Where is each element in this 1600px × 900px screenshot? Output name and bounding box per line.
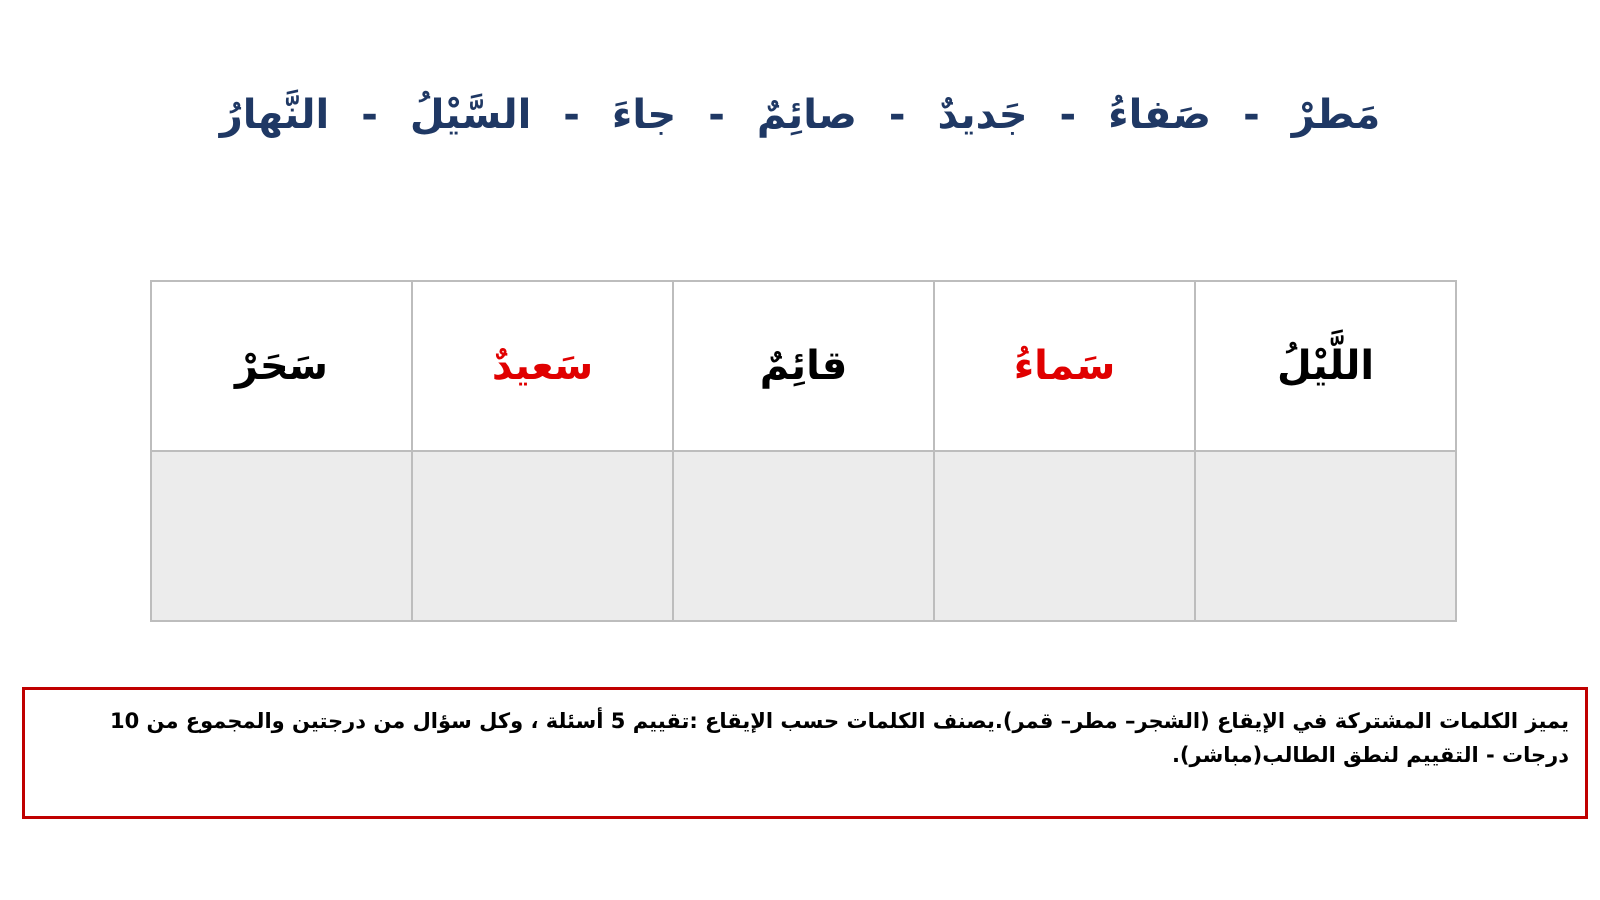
- word-bank-item: جَديدٌ: [937, 92, 1028, 138]
- answer-cell[interactable]: [934, 451, 1195, 621]
- answer-cell[interactable]: [412, 451, 673, 621]
- table-header-cell: سَعيدٌ: [412, 281, 673, 451]
- answer-cell[interactable]: [151, 451, 412, 621]
- answer-row: [151, 451, 1456, 621]
- word-bank-item: جاءَ: [611, 92, 677, 138]
- word-separator: -: [1243, 92, 1260, 138]
- word-separator: -: [563, 92, 580, 138]
- assessment-note: [22, 687, 1588, 819]
- word-separator: -: [361, 92, 378, 138]
- table-header-cell: اللَّيْلُ: [1195, 281, 1456, 451]
- word-bank-item: السَّيْلُ: [409, 92, 532, 138]
- word-bank-item: صائِمٌ: [756, 92, 857, 138]
- table-header-cell: سَحَرْ: [151, 281, 412, 451]
- table-header-row: [151, 281, 1456, 451]
- classification-table: [150, 280, 1457, 622]
- table-header-cell: سَماءُ: [934, 281, 1195, 451]
- assessment-note-text: يميز الكلمات المشتركة في الإيقاع (الشجر– مطر– قمر).يصنف الكلمات حسب الإيقاع :تقييم 5 أسئلة ، وكل سؤال من درجتين والمجموع من 10 درجات - التقييم لنطق الطالب(مباشر).: [110, 709, 1569, 767]
- table-header-cell: قائِمٌ: [673, 281, 934, 451]
- answer-cell[interactable]: [1195, 451, 1456, 621]
- answer-cell[interactable]: [673, 451, 934, 621]
- word-separator: -: [1059, 92, 1077, 138]
- word-bank: [0, 75, 1600, 155]
- word-bank-item: النَّهارُ: [219, 92, 330, 138]
- word-bank-item: مَطرْ: [1291, 92, 1381, 138]
- word-bank-item: صَفاءُ: [1108, 92, 1212, 138]
- word-separator: -: [888, 92, 906, 138]
- word-separator: -: [708, 92, 725, 138]
